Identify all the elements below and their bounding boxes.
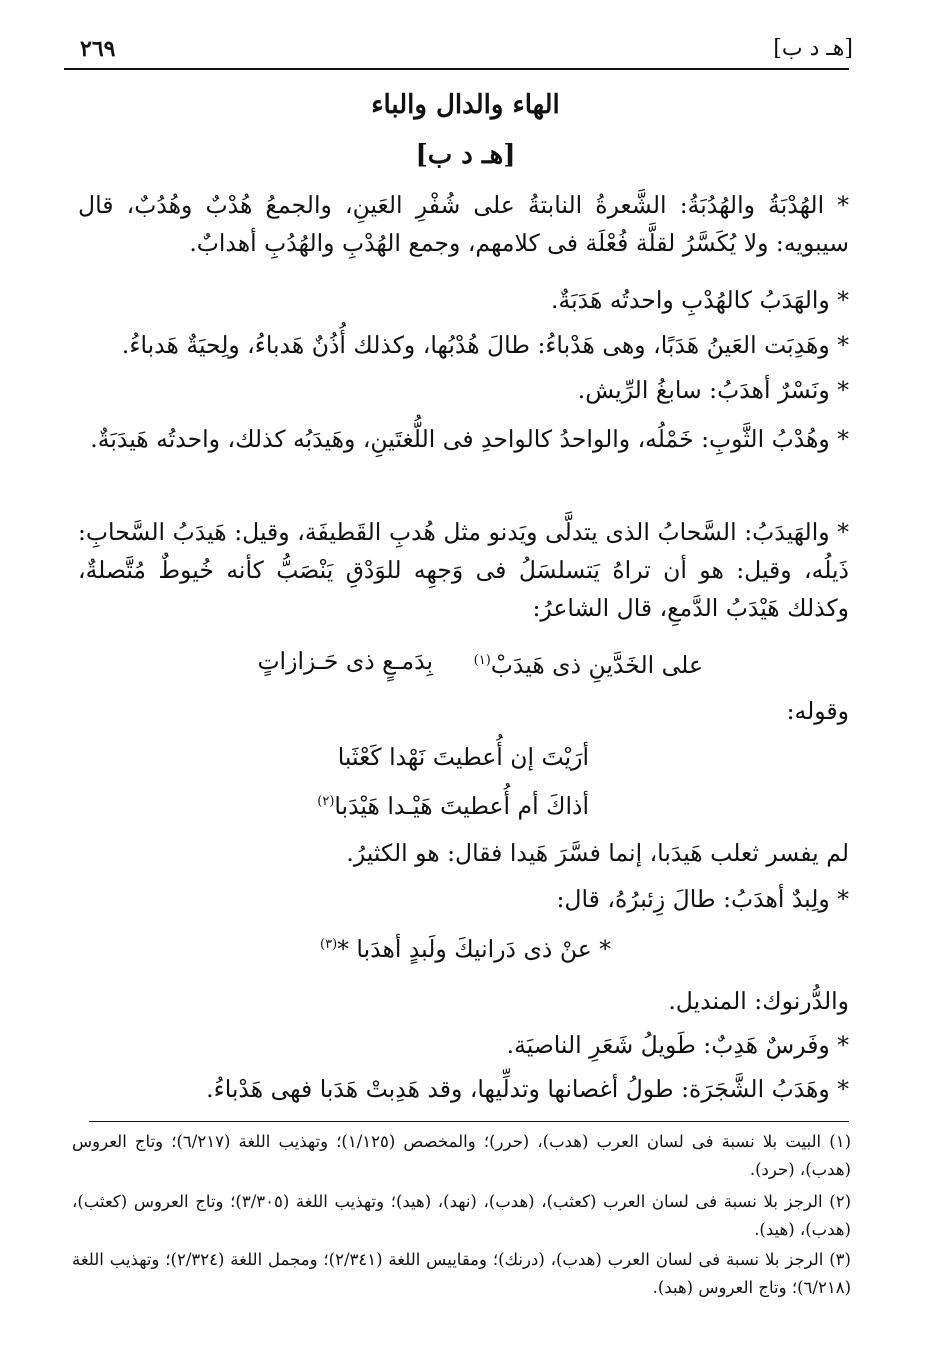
paragraph-faras: * وفَرسٌ هَدِبٌ: طَويلُ شَعَرِ الناصيَة. [506,1031,849,1059]
paragraph-hadab: * والهَدَبُ كالهُدْبِ واحدتُه هَدَبَةٌ. [551,286,849,314]
paragraph-haydab: * والهَيدَبُ: السَّحابُ الذى يتدلَّى ويَدنو مثل هُدبِ القَطيفَة، وقيل: هَيدَبُ السَّحابِ: ذَيلُه، وقيل: هو أن تراهُ يَتسلسَلُ فى وَجهِه للوَدْقِ يَنْصَبُّ كأنه خُيوطٌ مُتَّصلةٌ، وكذلك هَيْدَبُ الدَّمعِ، قال الشاعرُ: [78,518,849,622]
footnote-2: (٢) الرجز بلا نسبة فى لسان العرب (كعثب)، (هدب)، (نهد)، (هيد)؛ وتهذيب اللغة (٣/٣٠٥)؛ وتاج العروس (كعثب)، (هدب)، (هيد). [72,1192,852,1239]
paragraph-hudb-thawb: * وهُدْبُ الثَّوبِ: خَمْلُه، والواحدُ كالواحدِ فى اللُّغتَينِ، وهَيدَبُه كذلك، واحدتُه هَيدَبَةٌ. [90,425,849,453]
footnote-ref-1: (١) [473,653,491,668]
header-rule [64,68,849,70]
verse-2-line-1: أرَيْتَ إن أُعطيتَ نَهْدا كَعْثَبا [337,743,589,771]
verse-1-right-text: على الخَدَّينِ ذى هَيدَبْ [490,650,703,679]
verse-2-line-2-text: أذاكَ أم أُعطيتَ هَيْـدا هَيْدَبا [334,791,589,820]
footnote-3: (٣) الرجز بلا نسبة فى لسان العرب (هدب)، (درنك)؛ ومقاييس اللغة (٢/٣٤١)؛ ومجمل اللغة (٢/٣٢٤)؛ وتهذيب اللغة (٦/٢١٨)؛ وتاج العروس (هبد). [72,1250,851,1297]
entry-heading: [هـ د ب] [415,140,516,170]
paragraph-hadibat: * وهَدِبَت العَينُ هَدَبًا، وهى هَدْباءُ: طالَ هُدْبُها، وكذلك أُذُنٌ هَدباءُ، ولِحيَةٌ هَدباءُ. [121,331,849,359]
paragraph-libd: * ولِبدٌ أهدَبُ: طالَ زِئبرُهُ، قال: [556,885,849,913]
footnote-ref-3: (٣) [320,937,338,952]
verse-2-line-2 [317,783,589,825]
footnote-1: (١) البيت بلا نسبة فى لسان العرب (هدب)، (حرر)؛ والمخصص (١/١٢٥)؛ وتهذيب اللغة (٦/٢١٧)؛ وتاج العروس (هدب)، (حرد). [72,1132,851,1179]
paragraph-durnuk: والدُّرنوك: المنديل. [668,987,849,1015]
paragraph-nasr: * ونَسْرٌ أهدَبُ: سابغُ الرِّيش. [577,376,849,404]
footnote-ref-2: (٢) [317,794,335,809]
paragraph-shajara: * وهَدَبُ الشَّجَرَة: طولُ أغصانها وتدلِّيها، وقد هَدِبتْ هَدَبا فهى هَدْباءُ. [206,1075,849,1103]
verse-3 [0,926,931,968]
running-entry-tag: [هـ د ب] [773,36,853,61]
verse-3-text: * عنْ ذى دَرانيكَ ولَبدٍ أهدَبا * [337,934,611,963]
paragraph-thaalab: لم يفسر ثعلب هَيدَبا، إنما فسَّرَ هَيدا فقال: هو الكثيرُ. [346,839,849,867]
running-header [60,30,853,64]
qawluhu: وقوله: [786,697,849,725]
verse-1-left-hemistich: بِدَمـعٍ ذى حَـزازاتٍ [257,647,433,675]
footnote-rule [89,1121,849,1122]
paragraph-hudba: * الهُدْبَةُ والهُدُبَةُ: الشَّعرةُ النابتةُ على شُفْرِ العَينِ، والجمعُ هُدْبٌ وهُدُبٌ، قال سيبويه: ولا يُكَسَّرُ لقلَّة فُعْلَة فى كلامهم، وجمع الهُدْبِ والهُدُبِ أهدابٌ. [78,191,849,257]
verse-1-right-hemistich [474,642,703,684]
page-number: ٢٦٩ [80,36,116,62]
chapter-title: الهاء والدال والباء [371,90,560,120]
